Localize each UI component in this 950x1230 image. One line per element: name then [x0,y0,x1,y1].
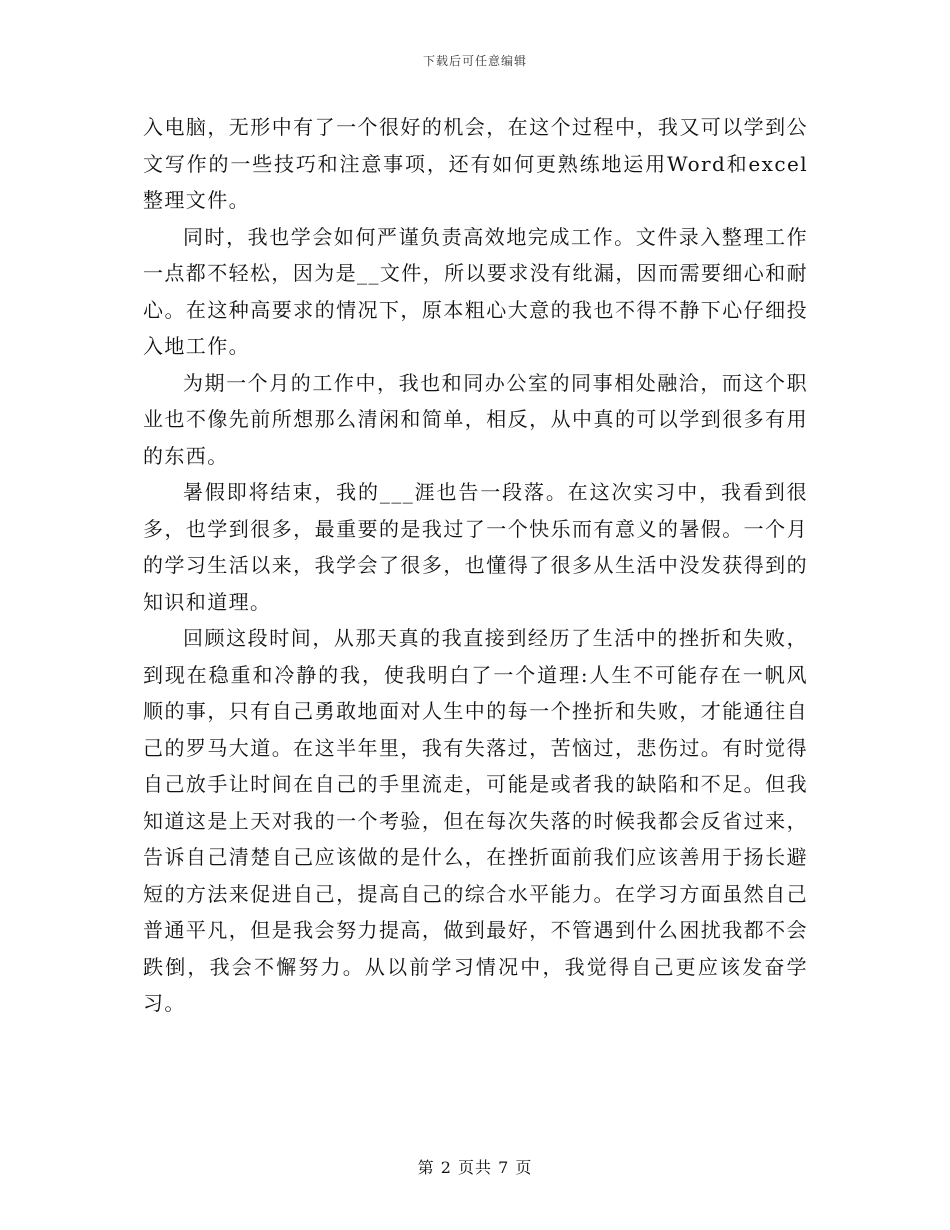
paragraph: 暑假即将结束，我的___涯也告一段落。在这次实习中，我看到很多，也学到很多，最重要的是我过了一个快乐而有意义的暑假。一个月的学习生活以来，我学会了很多，也懂得了很多从生活中没发获得到的知识和道理。 [143,480,808,614]
page-number: 第 2 页共 7 页 [417,1158,533,1177]
header-note: 下载后可任意编辑 [422,54,527,68]
paragraph: 为期一个月的工作中，我也和同办公室的同事相处融洽，而这个职业也不像先前所想那么清闲和简单，相反，从中真的可以学到很多有用的东西。 [143,370,808,468]
paragraph: 回顾这段时间，从那天真的我直接到经历了生活中的挫折和失败，到现在稳重和冷静的我，使我明白了一个道理:人生不可能存在一帆风顺的事，只有自己勇敢地面对人生中的每一个挫折和失败，才能通往自己的罗马大道。在这半年里，我有失落过，苦恼过，悲伤过。有时觉得自己放手让时间在自己的手里流走，可能是或者我的缺陷和不足。但我知道这是上天对我的一个考验，但在每次失落的时候我都会反省过来，告诉自己清楚自己应该做的是什么，在挫折面前我们应该善用于扬长避短的方法来促进自己，提高自己的综合水平能力。在学习方面虽然自己普通平凡，但是我会努力提高，做到最好，不管遇到什么困扰我都不会跌倒，我会不懈努力。从以前学习情况中，我觉得自己更应该发奋学习。 [143,626,808,1015]
paragraph: 同时，我也学会如何严谨负责高效地完成工作。文件录入整理工作一点都不轻松，因为是__文件，所以要求没有纰漏，因而需要细心和耐心。在这种高要求的情况下，原本粗心大意的我也不得不静下心仔细投入地工作。 [143,224,808,358]
document-body [143,109,808,1022]
paragraph-continued: 入电脑，无形中有了一个很好的机会，在这个过程中，我又可以学到公文写作的一些技巧和注意事项，还有如何更熟练地运用Word和excel整理文件。 [143,115,808,212]
